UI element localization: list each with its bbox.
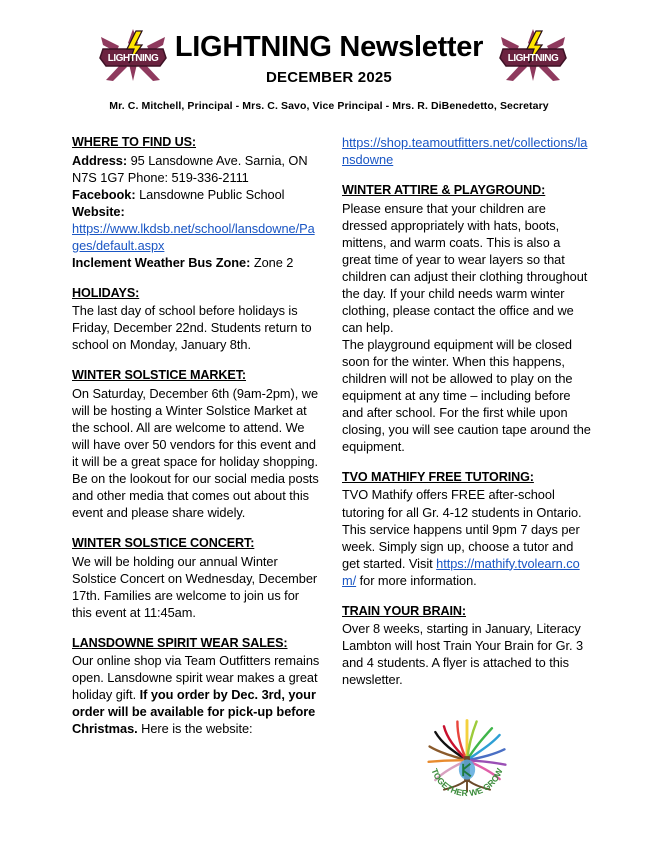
bus-zone-label: Inclement Weather Bus Zone: (72, 254, 251, 270)
together-we-grow-tree-icon (419, 710, 515, 806)
facebook-value: Lansdowne Public School (135, 186, 285, 202)
lightning-logo-right (496, 28, 570, 82)
section-winter-solstice-concert (72, 535, 321, 621)
emblem-container (342, 710, 591, 811)
section-heading: TRAIN YOUR BRAIN: (342, 603, 467, 618)
lightning-logo-wordmark: LIGHTNING (107, 53, 159, 64)
section-heading: WHERE TO FIND US: (72, 135, 197, 149)
section-train-your-brain (342, 603, 591, 689)
section-body: We will be holding our annual Winter Solstice Concert on Wednesday, December 17th. Families are welcome to join us for this event at 11:45am. (72, 553, 318, 620)
right-column (342, 134, 591, 811)
spirit-wear-text-1: Our online shop via Team Outfitters remains open. Lansdowne spirit wear makes a great holiday gift. (72, 653, 320, 703)
page-title: LIGHTNING Newsletter (174, 31, 484, 63)
newsletter-header (0, 0, 658, 118)
section-heading: WINTER SOLSTICE MARKET: (72, 368, 247, 383)
emblem-motto-text: TOGETHER WE GROW (428, 767, 505, 799)
section-spirit-wear-sales (72, 635, 321, 738)
section-tvo-mathify-tutoring (342, 469, 591, 589)
bus-zone-line (72, 254, 321, 271)
section-heading: WINTER ATTIRE & PLAYGROUND: (342, 183, 546, 198)
section-body: The last day of school before holidays is Friday, December 22nd. Students return to school on Monday, January 8th. (72, 303, 312, 353)
section-heading: HOLIDAYS: (72, 285, 140, 300)
section-body (342, 486, 591, 588)
team-outfitters-shop-link[interactable]: https://shop.teamoutfitters.net/collections/lansdowne (342, 135, 588, 168)
left-column (72, 134, 321, 737)
lightning-logo-left (96, 28, 170, 82)
svg-text:LIGHTNING: LIGHTNING (507, 53, 559, 64)
section-where-to-find-us (72, 134, 321, 271)
mathify-link[interactable]: https://mathify.tvolearn.com/ (342, 555, 580, 588)
mathify-text-1: TVO Mathify offers FREE after-school tutoring for all Gr. 4-12 students in Ontario. This service happens until 9pm 7 days per week. Simply sign up, choose a tutor and get started. Visit (342, 487, 582, 571)
website-link-line (72, 220, 321, 254)
website-label: Website: (72, 203, 125, 219)
section-heading: TVO MATHIFY FREE TUTORING: (342, 469, 534, 484)
section-body-paragraph-2: The playground equipment will be closed soon for the winter. When this happens, children will not be allowed to play on the equipment at any time – including before and after school. For the first while upon closing, you will see caution tape around the equipment. (342, 336, 591, 454)
section-body-paragraph-1: Please ensure that your children are dressed appropriately with hats, boots, mittens, and warm coats. This is also a great time of year to wear layers so that children can adjust their clothing throughout the day. If your child needs warm winter clothing, please contact the office and we can help. (342, 200, 588, 335)
website-label-line (72, 203, 321, 220)
facebook-label: Facebook: (72, 186, 136, 202)
section-body: On Saturday, December 6th (9am-2pm), we will be hosting a Winter Solstice Market at the school. All are welcome to attend. We will have over 50 vendors for this event and it will be a great space for holiday shopping. Be on the lookout for our social media posts and other media that comes out about this event and please share widely. (72, 385, 319, 521)
section-body (72, 652, 321, 737)
bus-zone-value: Zone 2 (250, 254, 294, 270)
mathify-text-2: for more information. (356, 572, 477, 588)
spirit-wear-shop-link-line (342, 134, 591, 168)
section-holidays (72, 285, 321, 354)
section-heading: WINTER SOLSTICE CONCERT: (72, 536, 255, 551)
section-winter-solstice-market (72, 367, 321, 521)
section-body: Over 8 weeks, starting in January, Literacy Lambton will host Train Your Brain for Gr. 3 and 4 students. A flyer is attached to this newsletter. (342, 621, 584, 688)
section-heading: LANSDOWNE SPIRIT WEAR SALES: (72, 635, 288, 650)
facebook-line (72, 186, 321, 203)
address-line (72, 152, 321, 186)
section-winter-attire-playground (342, 182, 591, 455)
address-value: 95 Lansdowne Ave. Sarnia, ON N7S 1G7 Phone: 519-336-2111 (72, 152, 308, 185)
address-label: Address: (72, 152, 128, 168)
spirit-wear-text-2: Here is the website: (137, 721, 253, 737)
school-website-link[interactable]: https://www.lkdsb.net/school/lansdowne/Pages/default.aspx (72, 220, 315, 253)
spirit-wear-deadline-bold: If you order by Dec. 3rd, your order will be available for pick-up before Christmas. (72, 687, 316, 737)
newsletter-columns (0, 118, 658, 811)
staff-listing: Mr. C. Mitchell, Principal - Mrs. C. Savo, Vice Principal - Mrs. R. DiBenedetto, Secretary (109, 100, 549, 113)
page-subtitle: DECEMBER 2025 (266, 69, 392, 87)
